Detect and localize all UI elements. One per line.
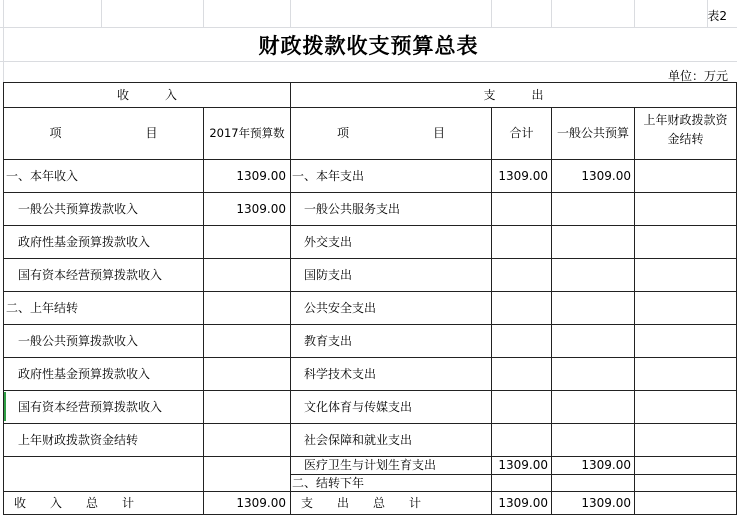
expense-general-cell[interactable] xyxy=(552,259,634,291)
expense-item-cell[interactable]: 二、结转下年 xyxy=(292,476,365,490)
expense-item-cell[interactable]: 外交支出 xyxy=(292,235,353,249)
expense-total-cell[interactable] xyxy=(492,475,551,491)
expense-general-cell[interactable] xyxy=(552,226,634,258)
general-public-header: 一般公共预算 xyxy=(556,126,629,140)
income-item-cell[interactable]: 一般公共预算拨款收入 xyxy=(6,202,139,216)
expense-item-cell[interactable]: 文化体育与传媒支出 xyxy=(292,400,413,414)
expense-general-cell[interactable] xyxy=(552,475,634,491)
income-value-cell[interactable] xyxy=(204,226,290,258)
expense-prev-cell[interactable] xyxy=(635,475,736,491)
expense-item-cell[interactable]: 一、本年支出 xyxy=(292,169,365,183)
income-value-cell[interactable] xyxy=(204,424,290,456)
income-value-cell[interactable] xyxy=(204,358,290,390)
expense-total-cell[interactable]: 1309.00 xyxy=(498,458,548,472)
expense-item-cell[interactable]: 教育支出 xyxy=(292,334,353,348)
expense-item-cell[interactable]: 社会保障和就业支出 xyxy=(292,433,413,447)
expense-general-cell[interactable] xyxy=(552,325,634,357)
expense-total-cell[interactable] xyxy=(492,226,551,258)
expense-prev-cell[interactable] xyxy=(635,325,736,357)
expense-prev-total-value[interactable] xyxy=(635,492,736,514)
income-value-cell[interactable] xyxy=(204,259,290,291)
income-total-label: 收 入 总 计 xyxy=(14,496,135,510)
income-item-cell[interactable]: 一、本年收入 xyxy=(6,169,79,183)
expense-item-cell[interactable]: 国防支出 xyxy=(292,268,353,282)
income-header: 收 入 xyxy=(116,88,177,102)
item-header-right: 项 目 xyxy=(336,126,445,140)
income-item-cell[interactable]: 国有资本经营预算拨款收入 xyxy=(6,268,163,282)
expense-total-cell[interactable] xyxy=(492,259,551,291)
expense-prev-cell[interactable] xyxy=(635,193,736,225)
income-value-cell[interactable] xyxy=(204,475,290,491)
expense-total-cell[interactable]: 1309.00 xyxy=(498,169,548,183)
expense-general-cell[interactable]: 1309.00 xyxy=(581,169,631,183)
prev-balance-header-line2: 金结转 xyxy=(667,132,704,146)
expense-general-cell[interactable]: 1309.00 xyxy=(581,458,631,472)
page-title: 财政拨款收支预算总表 xyxy=(258,33,479,58)
expense-general-cell[interactable] xyxy=(552,391,634,423)
expense-prev-cell[interactable] xyxy=(635,226,736,258)
expense-item-cell[interactable]: 医疗卫生与计划生育支出 xyxy=(292,458,437,472)
expense-item-cell[interactable]: 科学技术支出 xyxy=(292,367,377,381)
expense-item-cell[interactable]: 一般公共服务支出 xyxy=(292,202,401,216)
expense-general-cell[interactable] xyxy=(552,292,634,324)
prev-balance-header-line1: 上年财政拨款资 xyxy=(643,113,728,127)
income-value-cell[interactable]: 1309.00 xyxy=(236,169,286,183)
selected-cell-indicator xyxy=(4,392,6,421)
expense-total-label: 支 出 总 计 xyxy=(301,496,422,510)
income-item-cell[interactable]: 政府性基金预算拨款收入 xyxy=(6,235,151,249)
income-value-cell[interactable]: 1309.00 xyxy=(236,202,286,216)
unit-label: 单位：万元 xyxy=(667,69,728,83)
expense-prev-cell[interactable] xyxy=(635,160,736,192)
budget-2017-header: 2017年预算数 xyxy=(209,126,285,140)
expense-prev-cell[interactable] xyxy=(635,424,736,456)
income-item-cell[interactable]: 国有资本经营预算拨款收入 xyxy=(6,400,163,414)
income-value-cell[interactable] xyxy=(204,292,290,324)
expense-total-value[interactable]: 1309.00 xyxy=(498,496,548,510)
income-item-cell[interactable]: 二、上年结转 xyxy=(6,301,79,315)
income-value-cell[interactable] xyxy=(204,325,290,357)
expense-total-cell[interactable] xyxy=(492,325,551,357)
expense-total-cell[interactable] xyxy=(492,358,551,390)
expense-general-total-value[interactable]: 1309.00 xyxy=(581,496,631,510)
total-header: 合计 xyxy=(509,126,534,140)
expense-total-cell[interactable] xyxy=(492,292,551,324)
expense-prev-cell[interactable] xyxy=(635,358,736,390)
expense-general-cell[interactable] xyxy=(552,424,634,456)
expense-header: 支 出 xyxy=(483,88,544,102)
expense-total-cell[interactable] xyxy=(492,391,551,423)
income-item-cell[interactable] xyxy=(4,457,203,474)
expense-total-cell[interactable] xyxy=(492,424,551,456)
expense-prev-cell[interactable] xyxy=(635,457,736,474)
income-value-cell[interactable] xyxy=(204,457,290,474)
expense-prev-cell[interactable] xyxy=(635,391,736,423)
income-item-cell[interactable]: 一般公共预算拨款收入 xyxy=(6,334,139,348)
income-item-cell[interactable]: 上年财政拨款资金结转 xyxy=(6,433,139,447)
expense-general-cell[interactable] xyxy=(552,358,634,390)
item-header-left: 项 目 xyxy=(49,126,158,140)
expense-general-cell[interactable] xyxy=(552,193,634,225)
income-item-cell[interactable] xyxy=(4,475,203,491)
income-total-value[interactable]: 1309.00 xyxy=(236,496,286,510)
income-value-cell[interactable] xyxy=(204,391,290,423)
expense-item-cell[interactable]: 公共安全支出 xyxy=(292,301,377,315)
expense-total-cell[interactable] xyxy=(492,193,551,225)
expense-prev-cell[interactable] xyxy=(635,259,736,291)
table-tag: 表2 xyxy=(707,9,727,23)
expense-prev-cell[interactable] xyxy=(635,292,736,324)
income-item-cell[interactable]: 政府性基金预算拨款收入 xyxy=(6,367,151,381)
